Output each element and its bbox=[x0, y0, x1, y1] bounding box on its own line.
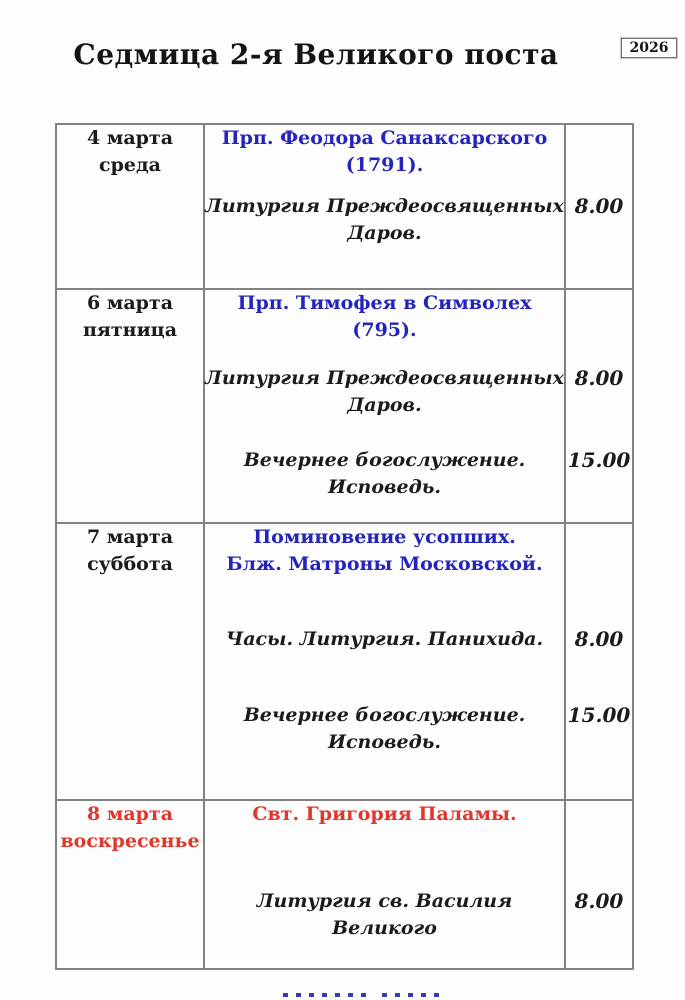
table-row bbox=[56, 523, 633, 800]
time-cell bbox=[565, 800, 633, 969]
feast-title: Прп. Тимофея в Символех (795). bbox=[237, 292, 532, 341]
clipped-text-fragment bbox=[283, 993, 369, 997]
events-cell bbox=[204, 523, 565, 800]
time-value: 8.00 bbox=[574, 366, 624, 390]
time-cell bbox=[565, 289, 633, 523]
time-value: 8.00 bbox=[574, 194, 624, 218]
service-entry: Литургия Преждеосвященных Даров. bbox=[205, 367, 564, 416]
time-value: 8.00 bbox=[574, 889, 624, 913]
table-row bbox=[56, 800, 633, 969]
service-entry: Вечернее богослужение. Исповедь. bbox=[243, 449, 526, 498]
clipped-footer-text bbox=[280, 993, 450, 1000]
date-label: 8 марта воскресенье bbox=[60, 803, 200, 852]
time-spacer bbox=[566, 801, 632, 828]
time-cell bbox=[565, 523, 633, 800]
feast-title: Свт. Григория Паламы. bbox=[252, 803, 517, 825]
schedule-table bbox=[55, 123, 634, 970]
date-cell bbox=[56, 124, 204, 289]
date-cell bbox=[56, 289, 204, 523]
page-title: Седмица 2-я Великого поста bbox=[73, 38, 559, 71]
time-value: 15.00 bbox=[567, 703, 631, 727]
time-spacer bbox=[566, 125, 632, 179]
date-label: 6 марта пятница bbox=[82, 292, 178, 341]
feast-title: Прп. Феодора Санаксарского (1791). bbox=[221, 127, 548, 176]
events-cell bbox=[204, 800, 565, 969]
time-value: 8.00 bbox=[574, 627, 624, 651]
time-spacer bbox=[566, 290, 632, 344]
table-row bbox=[56, 124, 633, 289]
service-entry: Вечернее богослужение. Исповедь. bbox=[243, 704, 526, 753]
date-cell bbox=[56, 523, 204, 800]
events-cell bbox=[204, 124, 565, 289]
feast-title: Поминовение усопших. Блж. Матроны Московской. bbox=[226, 526, 543, 575]
date-label: 7 марта суббота bbox=[86, 526, 174, 575]
time-value: 15.00 bbox=[567, 448, 631, 472]
table-row bbox=[56, 289, 633, 523]
time-cell bbox=[565, 124, 633, 289]
service-entry: Часы. Литургия. Панихида. bbox=[225, 628, 544, 650]
service-entry: Литургия св. Василия Великого bbox=[256, 890, 513, 939]
date-label: 4 марта среда bbox=[86, 127, 174, 176]
date-cell bbox=[56, 800, 204, 969]
events-cell bbox=[204, 289, 565, 523]
service-entry: Литургия Преждеосвященных Даров. bbox=[205, 195, 564, 244]
time-spacer bbox=[566, 524, 632, 578]
clipped-text-fragment bbox=[382, 993, 446, 997]
year-badge: 2026 bbox=[621, 38, 677, 58]
